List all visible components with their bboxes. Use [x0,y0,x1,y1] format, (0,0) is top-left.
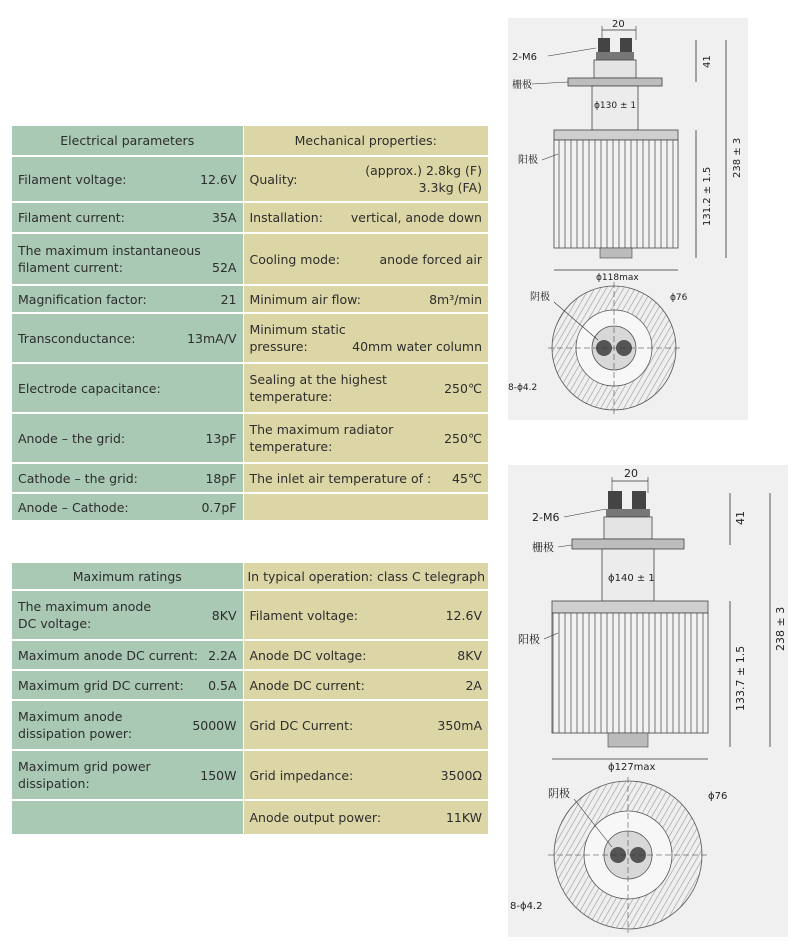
param-value: 13mA/V [187,330,237,346]
property-label: Sealing at the highest temperature: [249,372,387,404]
body-width-label: ϕ118max [596,273,639,283]
property-value: (approx.) 2.8kg (F) 3.3kg (FA) [365,163,482,195]
param-label: Filament voltage: [18,171,127,187]
operation-label: Grid impedance: [249,767,354,783]
operation-value: 12.6V [445,607,482,623]
property-value: 250℃ [444,430,482,446]
param-label: Electrode capacitance: [18,380,161,396]
rating-value: 0.5A [208,677,237,693]
top-width-label: 20 [612,19,625,30]
electrical-mechanical-table [12,126,488,522]
param-label: Anode – Cathode: [18,499,129,515]
cathode-label: 阴极 [530,292,550,303]
bottom-diameter-label: ϕ76 [670,293,688,303]
operation-value: 8KV [457,647,482,663]
param-label: The maximum instantaneous filament current: [18,243,201,275]
body-width-label: ϕ127max [608,762,656,773]
rating-value: 150W [200,767,237,783]
electrical-parameters-header: Electrical parameters [12,126,243,156]
top-height-label: 41 [702,55,713,68]
operation-value: 11KW [445,810,482,825]
rating-label: The maximum anode DC voltage: [18,599,152,631]
param-label: Anode – the grid: [18,430,126,446]
tube-drawing-f-svg [508,18,748,420]
rating-value: 8KV [211,607,237,623]
flange-diameter-label: ϕ130 ± 1 [594,101,637,111]
hole-label: 8-ϕ4.2 [510,901,543,912]
param-value: 35A [212,210,237,225]
operation-label: Grid DC Current: [249,717,354,733]
cathode-label: 阴极 [548,787,570,800]
param-label: Filament current: [18,210,125,225]
tube-drawing-fa-svg [508,465,788,937]
tube-drawing-fa [508,465,788,937]
param-label: Magnification factor: [18,291,147,307]
param-label: Cathode – the grid: [18,470,138,486]
rating-label: Maximum anode dissipation power: [18,709,133,741]
typical-operation-header: In typical operation: class C telegraph [243,563,488,590]
ratings-operation-table [12,563,488,836]
top-width-label: 20 [624,467,638,480]
property-label: The inlet air temperature of : [249,470,432,486]
body-height-label: 133.7 ± 1.5 [734,645,747,711]
operation-label: Anode output power: [249,810,382,825]
rating-label: Maximum anode DC current: [18,647,199,663]
tube-drawing-f [508,18,748,420]
property-label: The maximum radiator temperature: [249,422,394,454]
property-label: Minimum static pressure: [249,322,346,354]
anode-label: 阳极 [518,633,540,646]
param-value: 0.7pF [201,499,237,515]
property-label: Quality: [249,171,298,187]
property-label: Installation: [249,210,323,225]
flange-diameter-label: ϕ140 ± 1 [608,573,655,584]
operation-label: Anode DC current: [249,677,365,693]
property-value: 250℃ [444,380,482,396]
terminal-label: 2-M6 [532,511,560,524]
operation-value: 3500Ω [440,767,482,783]
property-value: vertical, anode down [350,210,482,225]
maximum-ratings-header: Maximum ratings [12,563,243,590]
top-height-label: 41 [734,511,747,525]
param-value: 13pF [205,430,237,446]
bottom-diameter-label: ϕ76 [708,791,728,802]
total-height-label: 238 ± 3 [732,137,743,178]
property-value: 45℃ [452,470,482,486]
property-label: Cooling mode: [249,251,340,267]
param-label: Transconductance: [18,330,136,346]
body-height-label: 131.2 ± 1.5 [702,166,713,226]
total-height-label: 238 ± 3 [774,606,787,651]
mechanical-properties-header: Mechanical properties: [243,126,488,156]
operation-label: Anode DC voltage: [249,647,367,663]
operation-value: 350mA [437,717,482,733]
operation-value: 2A [465,677,482,693]
hole-label: 8-ϕ4.2 [508,383,538,393]
property-value: anode forced air [379,251,482,267]
grid-label: 栅极 [512,80,532,91]
param-value: 52A [212,260,237,275]
property-value: 8m³/min [429,291,482,307]
param-value: 18pF [205,470,237,486]
rating-value: 2.2A [208,647,237,663]
grid-label: 栅极 [532,541,554,554]
anode-label: 阳极 [518,155,538,166]
param-value: 21 [220,291,237,307]
rating-label: Maximum grid power dissipation: [18,759,151,791]
terminal-label: 2-M6 [512,52,537,63]
rating-label: Maximum grid DC current: [18,677,184,693]
property-label: Minimum air flow: [249,291,361,307]
property-value: 40mm water column [352,339,482,354]
operation-label: Filament voltage: [249,607,358,623]
param-value: 12.6V [200,171,237,187]
rating-value: 5000W [192,717,237,733]
